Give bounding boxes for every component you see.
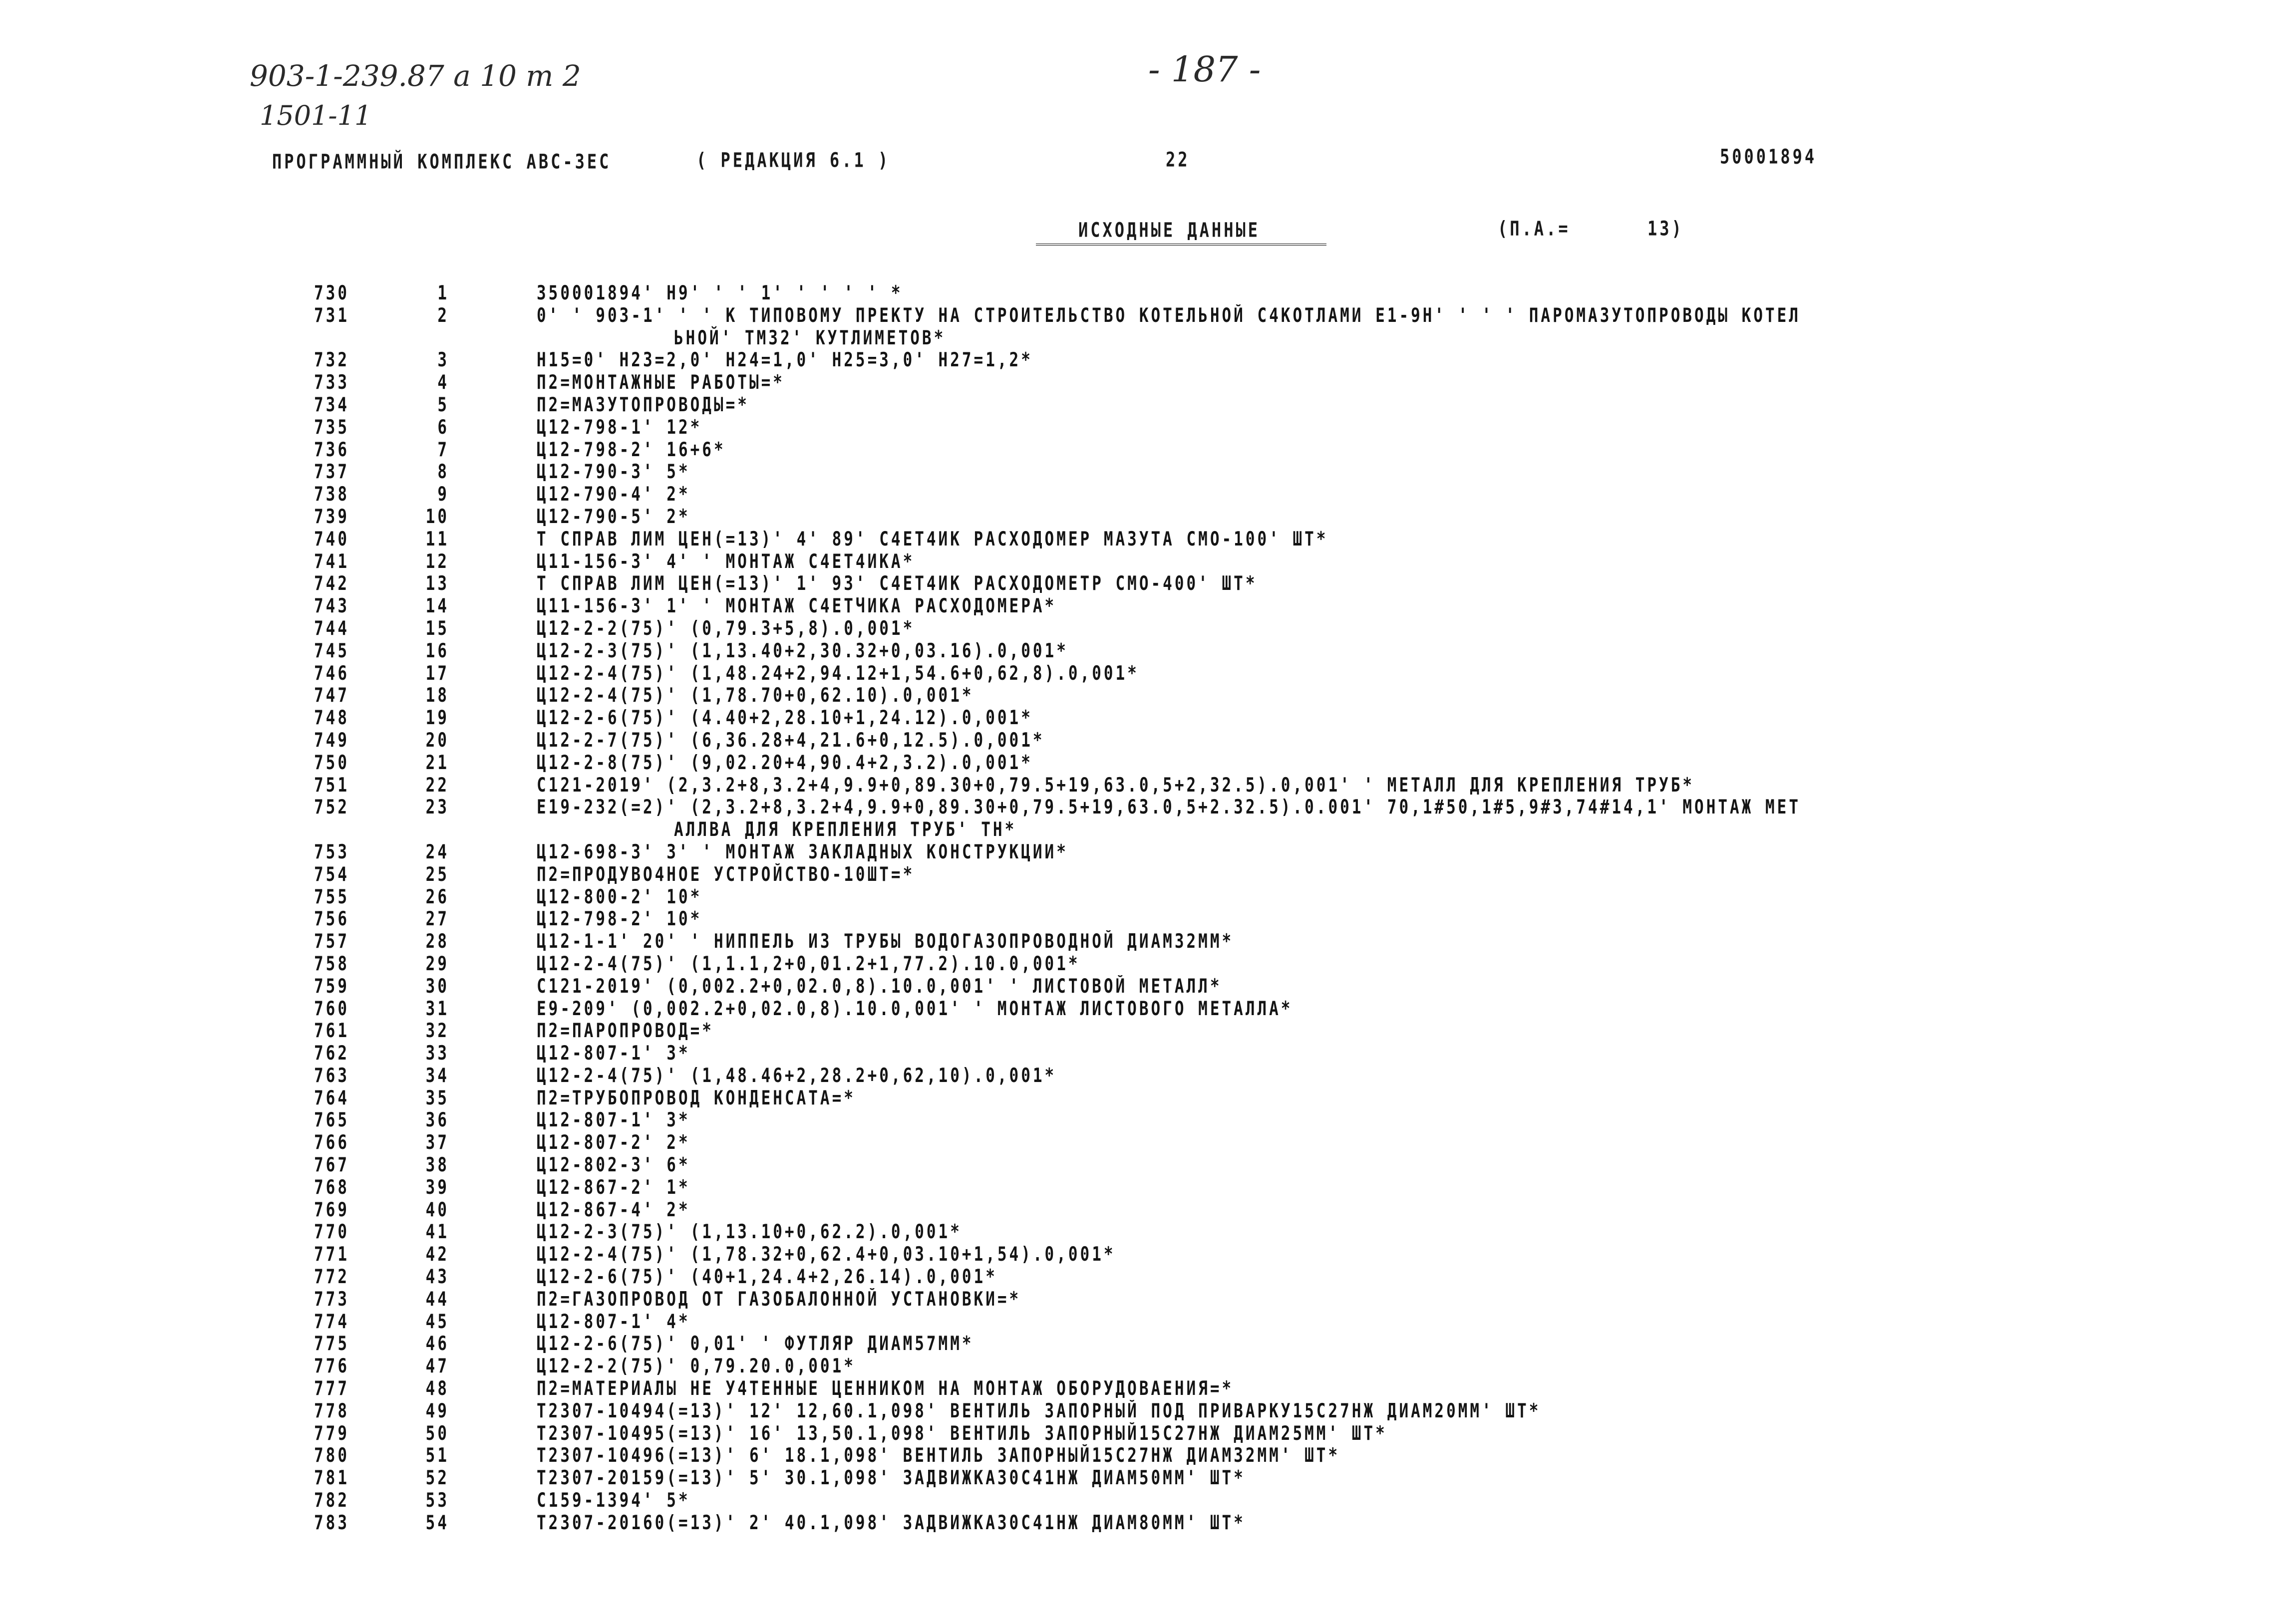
record-text-line: Ц12-2-4(75)' (1,48.24+2,94.12+1,54.6+0,62,8).0,001* [537, 662, 1139, 685]
line-number: 762 [314, 1042, 349, 1065]
pa-value: 13) [1647, 217, 1684, 241]
listing-row [0, 752, 2272, 774]
line-number: 768 [314, 1176, 349, 1199]
record-text-line: Н15=0' Н23=2,0' Н24=1,0' Н25=3,0' Н27=1,2* [537, 349, 1033, 372]
record-text-line: Ц12-2-7(75)' (6,36.28+4,21.6+0,12.5).0,001* [537, 729, 1045, 752]
record-text-line: С159-1394' 5* [537, 1489, 690, 1512]
record-number: 34 [425, 1064, 449, 1087]
line-number: 740 [314, 528, 349, 550]
listing-row [0, 349, 2272, 371]
line-number: 744 [314, 617, 349, 640]
record-text [537, 707, 1033, 729]
listing-row [0, 371, 2272, 394]
listing-row [0, 1489, 2272, 1512]
listing-row [0, 1512, 2272, 1534]
record-number: 44 [425, 1288, 449, 1311]
record-text [537, 796, 1801, 841]
listing-row [0, 953, 2272, 975]
record-text-line: Ц12-790-5' 2* [537, 505, 690, 528]
record-number: 50 [425, 1422, 449, 1445]
record-text [537, 371, 785, 394]
record-text [537, 461, 690, 483]
listing-row [0, 796, 2272, 841]
listing-row [0, 1221, 2272, 1243]
record-text [537, 998, 1293, 1020]
record-text [537, 752, 1033, 774]
record-text-line: Ц12-807-1' 3* [537, 1109, 690, 1132]
listing-row [0, 572, 2272, 595]
record-text [537, 662, 1139, 685]
record-text [537, 774, 1694, 797]
record-number: 43 [425, 1266, 449, 1289]
line-number: 763 [314, 1064, 349, 1087]
record-text [537, 1176, 690, 1199]
record-text-line: Ц12-798-2' 16+6* [537, 438, 726, 461]
line-number: 772 [314, 1266, 349, 1289]
record-text [537, 908, 702, 930]
record-number: 22 [425, 774, 449, 797]
listing-row [0, 1109, 2272, 1131]
section-title: ИСХОДНЫЕ ДАННЫЕ [1078, 218, 1260, 242]
listing-row [0, 1020, 2272, 1042]
listing-row [0, 1131, 2272, 1154]
record-text [537, 684, 974, 707]
line-number: 750 [314, 751, 349, 774]
line-number: 777 [314, 1377, 349, 1400]
record-number: 46 [425, 1333, 449, 1355]
record-number: 53 [425, 1489, 449, 1512]
record-text-line: Т2307-10496(=13)' 6' 18.1,098' ВЕНТИЛЬ ЗАПОРНЫЙ15С27НЖ ДИАМ32ММ' ШТ* [537, 1444, 1340, 1467]
line-number: 780 [314, 1444, 349, 1467]
record-number: 6 [437, 416, 449, 439]
listing-row [0, 930, 2272, 953]
listing-row [0, 550, 2272, 573]
listing-row [0, 1065, 2272, 1087]
line-number: 753 [314, 840, 349, 863]
line-number: 736 [314, 438, 349, 461]
record-text [537, 1288, 1021, 1311]
handwritten-code: 903-1-239.87 а 10 т 2 [250, 59, 581, 93]
record-number: 37 [425, 1131, 449, 1154]
record-text-line: Т СПРАВ ЛИМ ЦЕН(=13)' 4' 89' С4ЕТ4ИК РАСХОДОМЕР МАЗУТА СМО-100' ШТ* [537, 528, 1328, 550]
record-text-line: П2=ПАРОПРОВОД=* [537, 1020, 714, 1043]
line-number: 757 [314, 930, 349, 953]
record-number: 28 [425, 930, 449, 953]
page-number: - 187 - [1148, 49, 1261, 90]
listing-row [0, 1311, 2272, 1333]
record-text-line: Ц12-2-6(75)' 0,01' ' ФУТЛЯР ДИАМ57ММ* [537, 1333, 974, 1355]
line-number: 779 [314, 1422, 349, 1445]
record-text [537, 1109, 690, 1131]
record-number: 23 [425, 796, 449, 819]
record-number: 51 [425, 1444, 449, 1467]
record-number: 32 [425, 1020, 449, 1043]
line-number: 782 [314, 1489, 349, 1512]
listing-row [0, 528, 2272, 550]
line-number: 735 [314, 416, 349, 439]
record-number: 29 [425, 952, 449, 975]
record-text [537, 595, 1056, 617]
line-number: 748 [314, 707, 349, 730]
listing-row [0, 640, 2272, 662]
pa-label: (П.А.= [1498, 217, 1571, 241]
line-number: 758 [314, 952, 349, 975]
record-text-line: С121-2019' (2,3.2+8,3.2+4,9.9+0,89.30+0,79.5+19,63.0,5+2,32.5).0,001' ' МЕТАЛЛ ДЛЯ КРЕПЛЕНИЯ ТРУБ* [537, 774, 1695, 797]
line-number: 737 [314, 461, 349, 484]
listing-row [0, 394, 2272, 416]
listing-row [0, 1154, 2272, 1176]
listing-row [0, 908, 2272, 930]
record-text-line: Ц12-798-1' 12* [537, 416, 702, 439]
line-number: 738 [314, 483, 349, 506]
record-text [537, 1065, 1056, 1087]
line-number: 739 [314, 505, 349, 528]
line-number: 764 [314, 1086, 349, 1109]
record-text-line: Ц12-2-2(75)' 0,79.20.0,001* [537, 1355, 856, 1378]
record-text [537, 483, 690, 506]
record-text [537, 930, 1234, 953]
listing-row [0, 304, 2272, 349]
line-number: 771 [314, 1243, 349, 1266]
record-number: 18 [425, 684, 449, 707]
record-text-line: Ц12-867-2' 1* [537, 1176, 690, 1199]
record-text-line: Ц11-156-3' 1' ' МОНТАЖ С4ЕТЧИКА РАСХОДОМЕРА* [537, 595, 1057, 618]
line-number: 732 [314, 349, 349, 372]
listing-row [0, 1377, 2272, 1400]
record-text [537, 1400, 1541, 1422]
listing-row [0, 1266, 2272, 1288]
record-text [537, 1311, 690, 1333]
record-number: 4 [437, 371, 449, 394]
record-number: 9 [437, 483, 449, 506]
record-text [537, 572, 1257, 595]
listing-row [0, 1042, 2272, 1065]
record-text-line: П2=МОНТАЖНЫЕ РАБОТЫ=* [537, 371, 785, 394]
line-number: 743 [314, 595, 349, 618]
line-number: 775 [314, 1333, 349, 1355]
record-text-line: П2=МАТЕРИАЛЫ НЕ У4ТЕННЫЕ ЦЕННИКОМ НА МОНТАЖ ОБОРУДОВАЕНИЯ=* [537, 1377, 1234, 1400]
record-text-line: Т2307-20160(=13)' 2' 40.1,098' ЗАДВИЖКА30С41НЖ ДИАМ80ММ' ШТ* [537, 1511, 1246, 1534]
listing-row [0, 707, 2272, 729]
record-number: 13 [425, 572, 449, 595]
program-name: ПРОГРАММНЫЙ КОМПЛЕКС АВС-ЗЕС [272, 150, 612, 174]
record-text-line: Ц12-807-1' 3* [537, 1042, 690, 1065]
record-text-line: 0' ' 903-1' ' ' К ТИПОВОМУ ПРЕКТУ НА СТРОИТЕЛЬСТВО КОТЕЛЬНОЙ С4КОТЛАМИ Е1-9Н' ' ' ' ПАРОМАЗУТОПРОВОДЫ КОТЕЛ [537, 304, 1801, 327]
record-text-line: Ц12-802-3' 6* [537, 1154, 690, 1177]
listing-row [0, 595, 2272, 617]
record-number: 16 [425, 639, 449, 662]
record-text-continuation: ЬНОЙ' ТМ32' КУТЛИМЕТОВ* [674, 326, 946, 349]
line-number: 755 [314, 885, 349, 908]
record-text-line: Ц12-2-3(75)' (1,13.10+0,62.2).0,001* [537, 1221, 962, 1244]
line-number: 731 [314, 304, 349, 327]
record-text-line: Ц12-2-3(75)' (1,13.40+2,30.32+0,03.16).0,001* [537, 639, 1068, 662]
line-number: 734 [314, 393, 349, 416]
record-number: 24 [425, 840, 449, 863]
record-text [537, 1489, 690, 1512]
data-listing [0, 282, 2272, 1534]
record-text-line: Ц12-2-6(75)' (4.40+2,28.10+1,24.12).0,001* [537, 707, 1033, 730]
record-text-line: Ц12-790-3' 5* [537, 461, 690, 484]
record-text [537, 1131, 690, 1154]
listing-row [0, 1087, 2272, 1109]
record-text [537, 550, 915, 573]
line-number: 765 [314, 1109, 349, 1132]
record-text [537, 1020, 714, 1042]
record-text [537, 1512, 1246, 1534]
record-text [537, 439, 726, 461]
record-number: 8 [437, 461, 449, 484]
listing-row [0, 1400, 2272, 1422]
record-text-line: Ц12-800-2' 10* [537, 885, 702, 908]
line-number: 751 [314, 774, 349, 797]
listing-row [0, 506, 2272, 528]
record-number: 14 [425, 595, 449, 618]
record-number: 39 [425, 1176, 449, 1199]
line-number: 733 [314, 371, 349, 394]
record-text [537, 729, 1045, 752]
record-text [537, 1467, 1246, 1489]
line-number: 781 [314, 1467, 349, 1490]
record-number: 48 [425, 1377, 449, 1400]
record-text-line: Ц12-698-3' 3' ' МОНТАЖ ЗАКЛАДНЫХ КОНСТРУКЦИИ* [537, 840, 1068, 863]
record-text [537, 282, 903, 304]
record-text-line: Ц12-790-4' 2* [537, 483, 690, 506]
record-text-line: Ц12-2-8(75)' (9,02.20+4,90.4+2,3.2).0,001* [537, 751, 1033, 774]
record-text [537, 506, 690, 528]
record-text [537, 1154, 690, 1176]
record-text-line: Ц12-807-2' 2* [537, 1131, 690, 1154]
listing-row [0, 886, 2272, 908]
line-number: 773 [314, 1288, 349, 1311]
line-number: 747 [314, 684, 349, 707]
record-text-line: П2=ПРОДУВО4НОЕ УСТРОЙСТВО-10ШТ=* [537, 863, 915, 886]
record-text-line: Ц12-867-4' 2* [537, 1198, 690, 1221]
record-text-line: Ц12-2-6(75)' (40+1,24.4+2,26.14).0,001* [537, 1266, 997, 1289]
record-text-line: П2=ГАЗОПРОВОД ОТ ГАЗОБАЛОННОЙ УСТАНОВКИ=* [537, 1288, 1021, 1311]
record-number: 38 [425, 1154, 449, 1177]
record-text-line: П2=МАЗУТОПРОВОДЫ=* [537, 393, 749, 416]
listing-row [0, 1422, 2272, 1445]
record-text [537, 349, 1033, 371]
record-text-line: Ц12-1-1' 20' ' НИППЕЛЬ ИЗ ТРУБЫ ВОДОГАЗОПРОВОДНОЙ ДИАМ32ММ* [537, 930, 1234, 953]
listing-row [0, 729, 2272, 752]
record-number: 35 [425, 1086, 449, 1109]
listing-row [0, 863, 2272, 886]
record-text [537, 1042, 690, 1065]
record-text [537, 975, 1222, 998]
record-text-continuation: АЛЛВА ДЛЯ КРЕПЛЕНИЯ ТРУБ' ТН* [674, 818, 1017, 841]
record-number: 25 [425, 863, 449, 886]
record-text [537, 953, 1080, 975]
title-underline [1036, 244, 1326, 246]
record-text-line: 350001894' Н9' ' ' 1' ' ' ' ' * [537, 282, 903, 304]
record-text-line: Ц12-807-1' 4* [537, 1310, 690, 1333]
listing-row [0, 1288, 2272, 1311]
record-text [537, 886, 702, 908]
listing-row [0, 416, 2272, 439]
line-number: 752 [314, 796, 349, 819]
line-number: 741 [314, 550, 349, 573]
line-number: 776 [314, 1355, 349, 1378]
line-number: 769 [314, 1198, 349, 1221]
listing-row [0, 998, 2272, 1020]
record-text-line: П2=ТРУБОПРОВОД КОНДЕНСАТА=* [537, 1086, 856, 1109]
record-number: 31 [425, 997, 449, 1020]
edition: ( РЕДАКЦИЯ 6.1 ) [696, 148, 891, 172]
record-number: 49 [425, 1399, 449, 1422]
line-number: 761 [314, 1020, 349, 1043]
record-number: 7 [437, 438, 449, 461]
record-number: 15 [425, 617, 449, 640]
record-number: 27 [425, 908, 449, 931]
record-text-line: Т2307-10494(=13)' 12' 12,60.1,098' ВЕНТИЛЬ ЗАПОРНЫЙ ПОД ПРИВАРКУ15С27НЖ ДИАМ20ММ' ШТ* [537, 1399, 1541, 1422]
record-number: 3 [437, 349, 449, 372]
record-number: 10 [425, 505, 449, 528]
line-number: 783 [314, 1511, 349, 1534]
record-text [537, 1266, 997, 1288]
record-text [537, 1333, 974, 1355]
listing-row [0, 1355, 2272, 1377]
record-text-line: Ц12-798-2' 10* [537, 908, 702, 931]
record-number: 45 [425, 1310, 449, 1333]
record-text-line: Ц12-2-2(75)' (0,79.3+5,8).0,001* [537, 617, 915, 640]
line-number: 745 [314, 639, 349, 662]
listing-row [0, 841, 2272, 863]
listing-row [0, 684, 2272, 707]
record-text-line: Т2307-20159(=13)' 5' 30.1,098' ЗАДВИЖКА30С41НЖ ДИАМ50ММ' ШТ* [537, 1467, 1246, 1490]
listing-row [0, 1467, 2272, 1489]
record-number: 52 [425, 1467, 449, 1490]
line-number: 770 [314, 1221, 349, 1244]
line-number: 746 [314, 662, 349, 685]
record-text [537, 1199, 690, 1221]
record-number: 40 [425, 1198, 449, 1221]
record-text [537, 394, 749, 416]
record-text [537, 617, 915, 640]
record-text [537, 1444, 1340, 1467]
record-text [537, 1087, 856, 1109]
listing-row [0, 282, 2272, 304]
record-text-line: Ц12-2-4(75)' (1,78.32+0,62.4+0,03.10+1,54).0,001* [537, 1243, 1116, 1266]
document-id: 50001894 [1720, 145, 1817, 169]
record-number: 26 [425, 885, 449, 908]
record-number: 11 [425, 528, 449, 550]
line-number: 749 [314, 729, 349, 752]
line-number: 778 [314, 1399, 349, 1422]
listing-row [0, 617, 2272, 640]
listing-row [0, 774, 2272, 797]
record-number: 41 [425, 1221, 449, 1244]
record-text-line: Т СПРАВ ЛИМ ЦЕН(=13)' 1' 93' С4ЕТ4ИК РАСХОДОМЕТР СМО-400' ШТ* [537, 572, 1258, 595]
line-number: 774 [314, 1310, 349, 1333]
record-text [537, 304, 1801, 349]
listing-row [0, 1444, 2272, 1467]
record-text-line: Ц12-2-4(75)' (1,48.46+2,28.2+0,62,10).0,001* [537, 1064, 1057, 1087]
listing-row [0, 1333, 2272, 1355]
listing-row [0, 1176, 2272, 1199]
record-text-line: Т2307-10495(=13)' 16' 13,50.1,098' ВЕНТИЛЬ ЗАПОРНЫЙ15С27НЖ ДИАМ25ММ' ШТ* [537, 1422, 1387, 1445]
line-number: 756 [314, 908, 349, 931]
record-text-line: Ц12-2-4(75)' (1,1.1,2+0,01.2+1,77.2).10.0,001* [537, 952, 1080, 975]
record-text [537, 1422, 1387, 1445]
line-number: 742 [314, 572, 349, 595]
record-number: 42 [425, 1243, 449, 1266]
record-text [537, 1243, 1116, 1266]
sheet-number: 22 [1166, 148, 1190, 172]
record-number: 21 [425, 751, 449, 774]
record-number: 5 [437, 393, 449, 416]
record-number: 30 [425, 975, 449, 998]
record-text [537, 1355, 856, 1377]
handwritten-sub: 1501-11 [260, 100, 372, 131]
record-text [537, 1377, 1234, 1400]
record-number: 17 [425, 662, 449, 685]
record-number: 2 [437, 304, 449, 327]
record-number: 36 [425, 1109, 449, 1132]
line-number: 767 [314, 1154, 349, 1177]
listing-row [0, 439, 2272, 461]
record-number: 12 [425, 550, 449, 573]
record-text-line: Ц12-2-4(75)' (1,78.70+0,62.10).0,001* [537, 684, 974, 707]
record-text [537, 528, 1328, 550]
record-text-line: Е9-209' (0,002.2+0,02.0,8).10.0,001' ' МОНТАЖ ЛИСТОВОГО МЕТАЛЛА* [537, 997, 1293, 1020]
listing-row [0, 1199, 2272, 1221]
record-number: 1 [437, 282, 449, 304]
listing-row [0, 461, 2272, 483]
record-text [537, 416, 702, 439]
line-number: 759 [314, 975, 349, 998]
record-text-line: Е19-232(=2)' (2,3.2+8,3.2+4,9.9+0,89.30+0,79.5+19,63.0,5+2.32.5).0.001' 70,1#50,1#5,9#3,74#14,1' МОНТАЖ МЕТ [537, 796, 1801, 819]
record-number: 47 [425, 1355, 449, 1378]
record-number: 54 [425, 1511, 449, 1534]
record-text [537, 640, 1068, 662]
record-text-line: С121-2019' (0,002.2+0,02.0,8).10.0,001' ' ЛИСТОВОЙ МЕТАЛЛ* [537, 975, 1222, 998]
record-number: 33 [425, 1042, 449, 1065]
record-number: 20 [425, 729, 449, 752]
listing-row [0, 1243, 2272, 1266]
record-text [537, 841, 1068, 863]
line-number: 760 [314, 997, 349, 1020]
line-number: 730 [314, 282, 349, 304]
listing-row [0, 483, 2272, 506]
record-text [537, 1221, 962, 1243]
record-text [537, 863, 915, 886]
line-number: 766 [314, 1131, 349, 1154]
listing-row [0, 975, 2272, 998]
record-number: 19 [425, 707, 449, 730]
line-number: 754 [314, 863, 349, 886]
listing-row [0, 662, 2272, 685]
record-text-line: Ц11-156-3' 4' ' МОНТАЖ С4ЕТ4ИКА* [537, 550, 915, 573]
